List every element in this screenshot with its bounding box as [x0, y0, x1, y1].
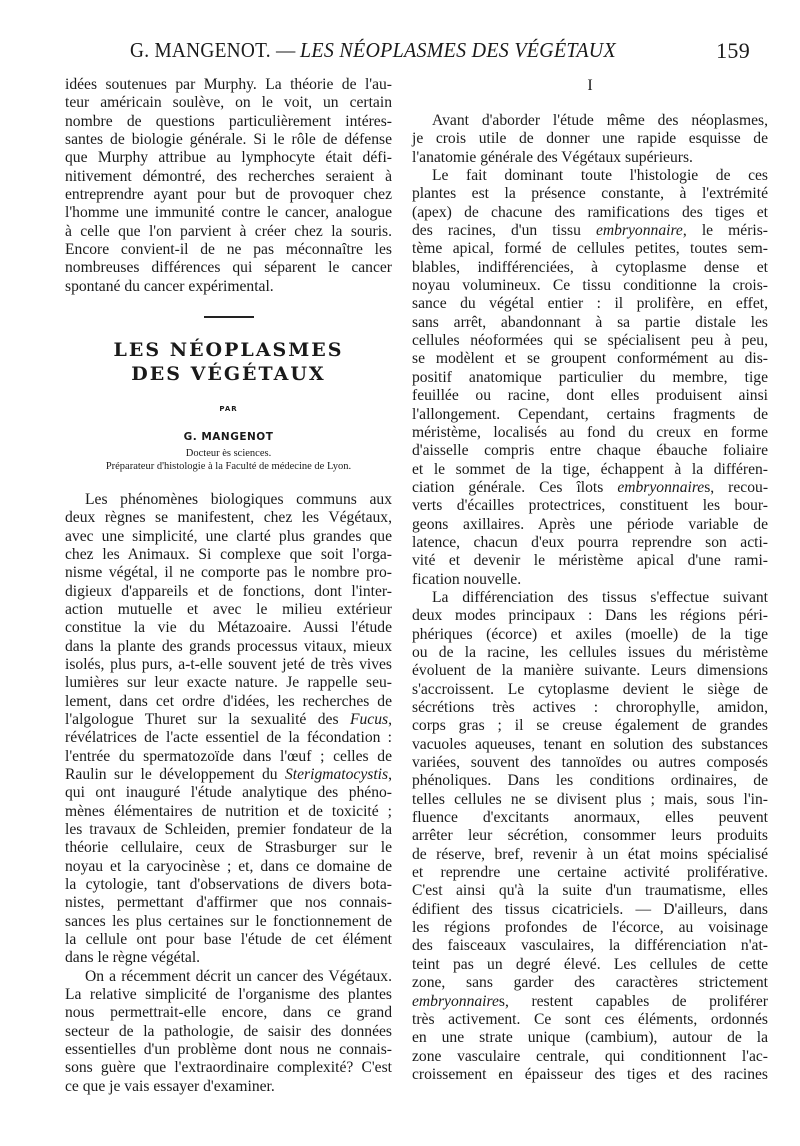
text-line: théorie cellulaire, ceux de Strasburger sur le: [65, 839, 392, 857]
text-line: dans la plante des grands processus vitaux, mieux: [65, 637, 392, 655]
text-line: la cytologie, tant d'observations de divers bota-: [65, 876, 392, 894]
italic-term: Fucus: [349, 710, 389, 728]
text-line: action mutuelle et avec le milieu extérieur: [65, 600, 392, 618]
section-divider: [204, 316, 254, 318]
section-number: I: [587, 77, 593, 94]
text-line: noyau et la caryocinèse ; et, dans ce domaine de: [65, 857, 392, 875]
text-line: blables, indifférenciées, à cytoplasme dense et: [412, 258, 768, 276]
text-line: avec une simplicité, une clarté plus grandes que: [65, 527, 392, 545]
text-line: noyau volumineux. Ce tissu conditionne la crois-: [412, 277, 768, 295]
text-line: nitivement démontré, des recherches seraient à: [65, 167, 392, 185]
page-number: 159: [716, 38, 750, 63]
text-line: l'entrée du spermatozoïde dans l'œuf ; celles de: [65, 747, 392, 765]
text-line: que Murphy attribue au lymphocyte était défi-: [65, 149, 392, 167]
intro-paragraph-2: [65, 968, 392, 1096]
text-line: les travaux de Schleiden, premier fondateur de la: [65, 821, 392, 838]
text-line: nisme végétal, il ne comporte pas le nombre pro-: [65, 564, 392, 582]
text-line: sans arrêt, abandonnant à sa partie distale les: [412, 313, 768, 331]
text-line: évoluent de la manière suivante. Leurs dimensions: [412, 662, 768, 680]
text-line: phénoliques. Dans les conditions ordinaires, de: [412, 772, 768, 790]
text-line: lement, dans cet ordre d'idées, les recherches de: [65, 692, 392, 710]
text-line: teint pas un degré élevé. Les cellules de cette: [412, 955, 768, 973]
text-line: les régions profondes de l'écorce, au voisinage: [412, 919, 768, 937]
text-line: On a récemment décrit un cancer des Végétaux.: [85, 967, 392, 985]
text-line: ou de la racine, les cellules issues du méristème: [412, 643, 768, 661]
section-paragraph-1: [412, 112, 768, 167]
text-line: se modèlent et se groupent conformément au dis-: [412, 350, 768, 368]
text-line: en une strate unique (cambium), autour de la: [412, 1029, 768, 1047]
author-credential-2: Préparateur d'histologie à la Faculté de médecine de Lyon.: [105, 460, 352, 472]
article-title-line-1: LES NÉOPLASMES: [113, 339, 344, 362]
text-line: sance du végétal entier : il prolifère, en effet,: [412, 295, 768, 313]
text-line: Le fait dominant toute l'histologie de ces: [432, 167, 768, 185]
text-line: corps gras ; il se creuse également de grandes: [412, 717, 768, 735]
text-line: positif anatomique particulier du membre, tige: [412, 368, 768, 386]
text-line: l'algologue Thuret sur la sexualité des Fucus,: [65, 710, 392, 728]
text-line: plantes est la présence constante, à l'extrémité: [412, 185, 768, 203]
author-name: G. MANGENOT: [183, 431, 274, 444]
text-line: de réserve, bref, revenir à un état moins spécialisé: [412, 845, 768, 863]
right-column: [412, 76, 768, 1084]
text-line: sécrétions très actives : chrorophylle, amidon,: [412, 699, 768, 716]
text-line: nous permettrait-elle encore, dans ce grand: [65, 1004, 392, 1022]
text-line: phériques (écorce) et axiles (moelle) de la tige: [412, 625, 768, 643]
text-line: l'anatomie générale des Végétaux supérieurs.: [412, 148, 693, 166]
text-line: nistes, permettant d'affirmer que nos connais-: [65, 894, 392, 912]
text-line: zone, sans garder des caractères strictement: [412, 974, 768, 992]
text-line: La relative simplicité de l'organisme des plantes: [65, 986, 392, 1004]
italic-term: embryonnaire: [595, 222, 683, 240]
text-line: tème apical, formé de cellules petites, toutes sem-: [412, 240, 768, 258]
text-line: nombre de questions particulièrement intéres-: [65, 112, 392, 130]
text-line: verts d'écailles protectrices, constituent les bour-: [412, 497, 768, 515]
text-line: La différenciation des tissus s'effectue suivant: [432, 588, 768, 606]
italic-term: embryonnaire: [412, 992, 499, 1010]
text-line: croissement en épaisseur des tiges et des racines: [412, 1065, 768, 1083]
left-column: [65, 76, 392, 1096]
intro-paragraph-1: [65, 491, 392, 968]
text-line: dans le règne végétal.: [65, 949, 201, 967]
text-line: idées soutenues par Murphy. La théorie de l'au-: [65, 76, 392, 93]
text-line: révélatrices de l'acte essentiel de la fécondation :: [65, 729, 392, 747]
text-line: isolés, plus purs, a-t-elle souvent jeté de très vives: [65, 655, 392, 673]
text-line: et le sommet de la tige, échappent à la différen-: [412, 460, 768, 478]
text-line: cellules néoformées qui se spécialisent peu à peu,: [412, 332, 768, 350]
text-line: Raulin sur le développement du Sterigmatocystis,: [65, 765, 392, 783]
text-line: l'homme une immunité contre le cancer, analogue: [65, 204, 392, 222]
text-line: l'allongement. Cependant, certains fragments de: [412, 405, 768, 423]
article-title-line-2: DES VÉGÉTAUX: [131, 363, 326, 386]
text-line: entreprendre ayant pour but de provoquer chez: [65, 186, 392, 204]
text-line: fication nouvelle.: [412, 570, 522, 588]
running-head-author: G. MANGENOT. —: [130, 38, 296, 62]
text-line: et reprendre une certaine activité proliférative.: [412, 864, 768, 882]
text-line: (apex) de chacune des ramifications des tiges et: [412, 203, 768, 221]
text-line: vité et devenir le méristème apical d'une rami-: [412, 552, 768, 570]
text-line: deux modes principaux : Dans les régions péri-: [412, 607, 768, 625]
text-line: digieux d'appareils et de fonctions, dont l'inter-: [65, 582, 392, 600]
text-line: variées, souvent des tannoïdes ou autres composés: [412, 754, 768, 772]
article-title-block: [65, 338, 392, 473]
text-line: lumières sur leur exacte nature. Je rappelle seu-: [65, 674, 392, 692]
text-line: méristème, localisés au fond du creux en forme: [412, 423, 768, 441]
running-head-title: LES NÉOPLASMES DES VÉGÉTAUX: [300, 38, 616, 62]
text-line: des racines, d'un tissu embryonnaire, le méris-: [412, 222, 768, 240]
section-paragraph-2: [412, 167, 768, 589]
italic-term: Sterigmatocystis: [285, 765, 389, 783]
text-line: nombreuses différences qui séparent le cancer: [65, 259, 392, 277]
text-line: secteur de la pathologie, de saisir des données: [65, 1022, 392, 1040]
text-line: Les phénomènes biologiques communs aux: [85, 490, 392, 508]
text-line: je crois utile de donner une rapide esquisse de: [412, 130, 768, 148]
text-line: la cellule ont pour base l'étude de cet élément: [65, 931, 392, 949]
text-line: sons guère que l'extraordinaire complexité? C'est: [65, 1059, 392, 1077]
text-line: vacuoles aqueuses, tenant en solution des substances: [412, 735, 768, 753]
text-line: Encore convient-il de ne pas méconnaître les: [65, 241, 392, 259]
text-line: arrêter leur sécrétion, consommer leurs produits: [412, 827, 768, 845]
text-line: santes de biologie générale. Si le rôle de défense: [65, 131, 392, 149]
text-line: sances les plus certaines sur le fonctionnement de: [65, 912, 392, 930]
text-line: deux règnes se manifestent, chez les Végétaux,: [65, 509, 392, 527]
text-line: d'aisselle compris entre chaque ébauche foliaire: [412, 442, 768, 460]
text-line: latence, chacun d'eux pourra reprendre son acti-: [412, 533, 768, 551]
text-line: spontané du cancer expérimental.: [65, 277, 274, 295]
text-line: essentielles d'un problème dont nous ne connais-: [65, 1041, 392, 1059]
text-line: à celle que l'on parvient à créer chez la souris.: [65, 222, 392, 240]
text-line: C'est ainsi qu'à la suite d'un traumatisme, elles: [412, 882, 768, 900]
text-line: telles cellules ne se divisent plus ; mais, sous l'in-: [412, 790, 768, 808]
running-head: [130, 38, 750, 68]
section-paragraph-3: [412, 589, 768, 1084]
text-line: Avant d'aborder l'étude même des néoplasmes,: [432, 112, 768, 129]
italic-term: embryonnaire: [617, 478, 705, 496]
text-line: des faisceaux vasculaires, la différenciation n'at-: [412, 937, 768, 955]
text-line: qui ont inauguré l'étude analytique des phéno-: [65, 784, 392, 802]
text-line: très activement. Ce sont ces éléments, ordonnés: [412, 1010, 768, 1028]
text-line: embryonnaires, restent capables de proliférer: [412, 992, 768, 1010]
author-credential-1: Docteur ès sciences.: [185, 447, 272, 459]
text-line: s'accroissent. Le cytoplasme devient le siège de: [412, 680, 768, 698]
text-line: ciation générale. Ces îlots embryonnaires, recou-: [412, 478, 769, 496]
text-line: feuillée ou racine, dont elles produisent ainsi: [412, 387, 768, 405]
text-line: mènes élémentaires de nutrition et de toxicité ;: [65, 802, 392, 820]
byline-par: PAR: [219, 405, 238, 414]
text-line: zone vasculaire centrale, qui conditionnent l'ac-: [412, 1047, 768, 1065]
text-line: constitue la vie du Métazoaire. Aussi l'étude: [65, 619, 392, 637]
text-line: chez les Animaux. Si complexe que soit l'orga-: [65, 545, 392, 563]
text-line: teur américain soulève, on le voit, un certain: [65, 94, 392, 112]
text-line: ce que je vais essayer d'examiner.: [65, 1077, 275, 1095]
text-line: édifient des tissus cicatriciels. — D'ailleurs, dans: [412, 900, 768, 918]
text-line: geons axillaires. Après une période variable de: [412, 515, 768, 533]
opening-paragraph: [65, 76, 392, 296]
text-line: fluence d'excitants anormaux, elles peuvent: [412, 809, 768, 827]
